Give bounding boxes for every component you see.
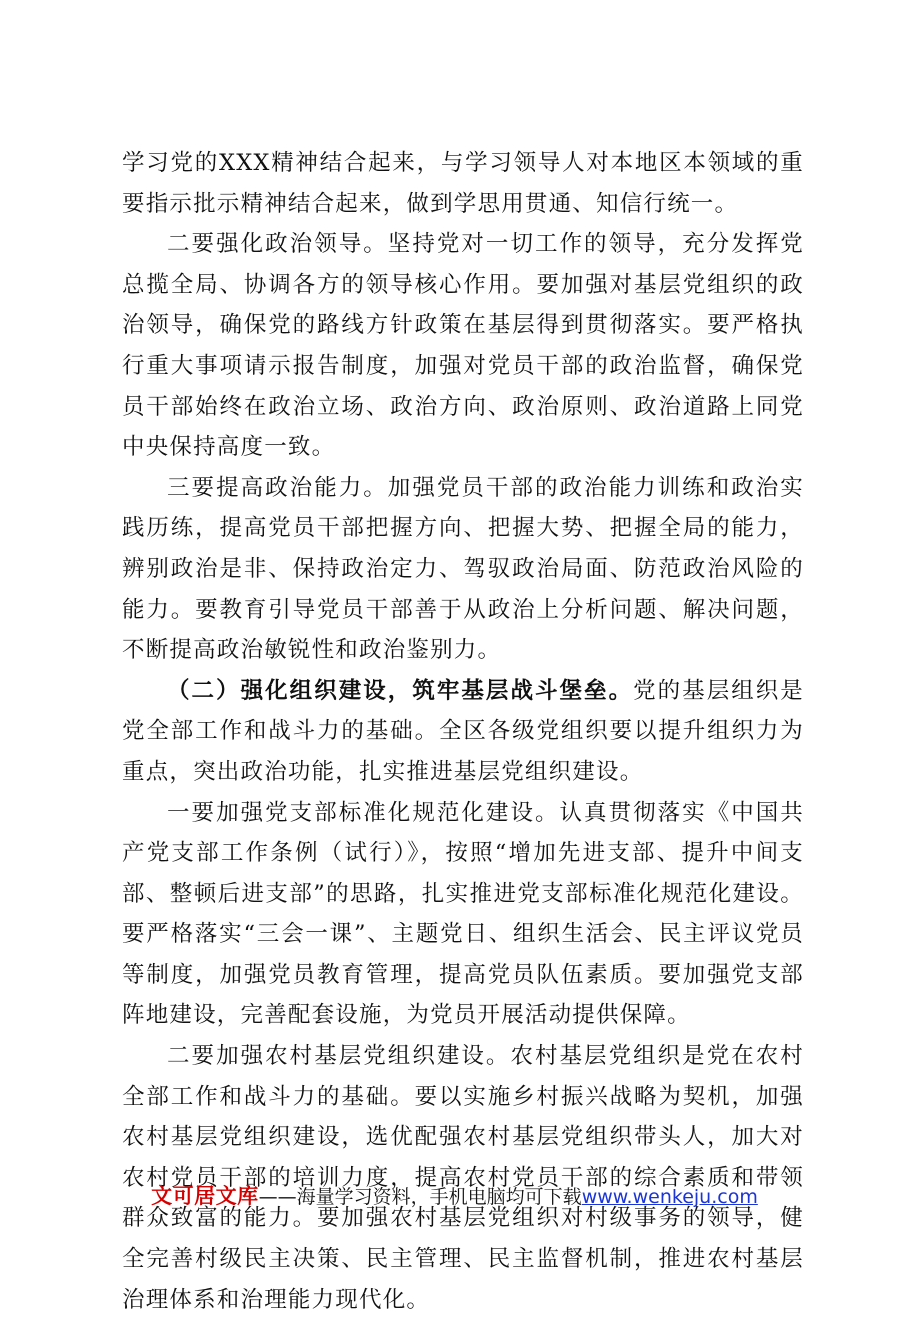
paragraph-5 <box>122 793 804 1037</box>
footer-brand: 文可居文库 <box>151 1184 259 1208</box>
paragraph-3-text: 三要提高政治能力。加强党员干部的政治能力训练和政治实践历练，提高党员干部把握方向、把握大势、把握全局的能力，辨别政治是非、保持政治定力、驾驭政治局面、防范政治风险的能力。要教育引导党员干部善于从政治上分析问题、解决问题，不断提高政治敏锐性和政治鉴别力。 <box>122 474 804 664</box>
paragraph-1 <box>122 143 804 224</box>
footer-website-link[interactable]: www.wenkeju.com <box>581 1186 758 1208</box>
paragraph-6 <box>122 1036 804 1320</box>
footer-slogan: ——海量学习资料，手机电脑均可下载 <box>258 1186 582 1208</box>
paragraph-1-text: 学习党的XXX精神结合起来，与学习领导人对本地区本领域的重要指示批示精神结合起来，做到学思用贯通、知信行统一。 <box>122 150 804 217</box>
paragraph-2-text: 二要强化政治领导。坚持党对一切工作的领导，充分发挥党总揽全局、协调各方的领导核心作用。要加强对基层党组织的政治领导，确保党的路线方针政策在基层得到贯彻落实。要严格执行重大事项请示报告制度，加强对党员干部的政治监督，确保党员干部始终在政治立场、政治方向、政治原则、政治道路上同党中央保持高度一致。 <box>122 231 804 461</box>
document-body <box>122 143 804 1320</box>
paragraph-4 <box>122 671 804 793</box>
footer-banner <box>0 1180 909 1210</box>
paragraph-2 <box>122 224 804 468</box>
paragraph-4-text: 党的基层组织是党全部工作和战斗力的基础。全区各级党组织要以提升组织力为重点，突出政治功能，扎实推进基层党组织建设。 <box>122 677 804 785</box>
paragraph-5-text: 一要加强党支部标准化规范化建设。认真贯彻落实《中国共产党支部工作条例（试行）》，按照“增加先进支部、提升中间支部、整顿后进支部”的思路，扎实推进党支部标准化规范化建设。要严格落实“三会一课”、主题党日、组织生活会、民主评议党员等制度，加强党员教育管理，提高党员队伍素质。要加强党支部阵地建设，完善配套设施，为党员开展活动提供保障。 <box>122 799 804 1029</box>
paragraph-6-text: 二要加强农村基层党组织建设。农村基层党组织是党在农村全部工作和战斗力的基础。要以实施乡村振兴战略为契机，加强农村基层党组织建设，选优配强农村基层党组织带头人，加大对农村党员干部的培训力度，提高农村党员干部的综合素质和带领群众致富的能力。要加强农村基层党组织对村级事务的领导，健全完善村级民主决策、民主管理、民主监督机制，推进农村基层治理体系和治理能力现代化。 <box>122 1043 804 1313</box>
section-heading: （二）强化组织建设，筑牢基层战斗堡垒。 <box>167 677 634 704</box>
paragraph-3 <box>122 468 804 671</box>
